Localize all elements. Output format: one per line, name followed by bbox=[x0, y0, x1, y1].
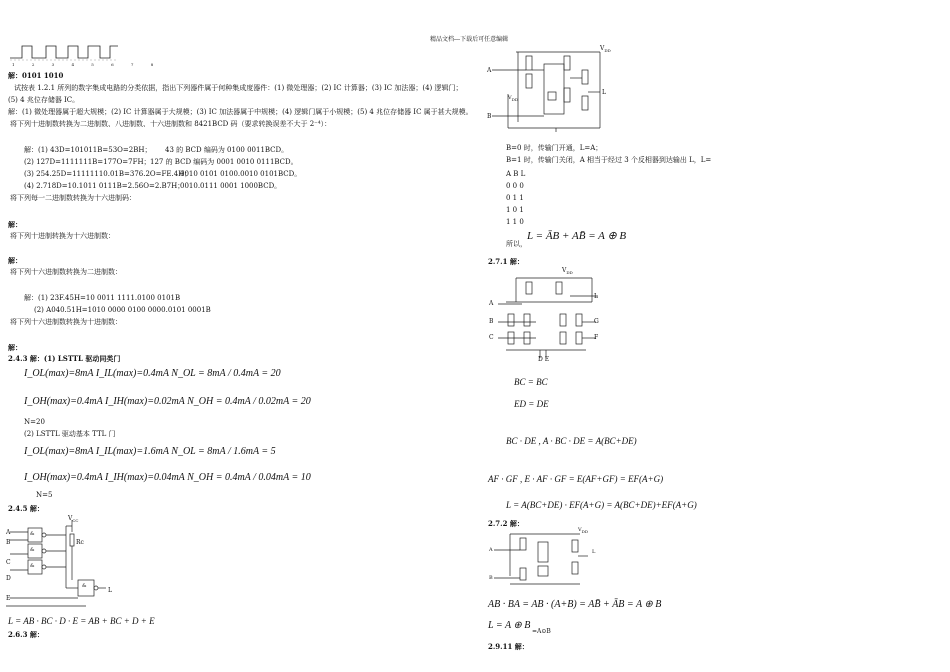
circuit-2-7-2 bbox=[492, 528, 592, 590]
c271-a: A bbox=[489, 300, 494, 307]
label-rc: Rc bbox=[76, 539, 84, 546]
jie-1: 解： bbox=[8, 220, 22, 229]
c271-g: G bbox=[594, 318, 599, 325]
gate-label-2: & bbox=[30, 547, 35, 553]
circuit-2-7-1 bbox=[496, 268, 606, 368]
equation-l-2-4-5: L = AB · BC · D · E = AB + BC + D + E bbox=[8, 616, 155, 626]
section-2-7-2: 2.7.2 解： bbox=[488, 519, 524, 528]
equation-2-7-2-xnor: =A⊙B bbox=[532, 628, 551, 635]
result-4-bcd: 0010.0111 0001 1000BCD。 bbox=[180, 182, 282, 190]
result-3-bcd: 0010 0101 0100.0010 0101BCD。 bbox=[180, 170, 302, 178]
cmos-input-a: A bbox=[487, 67, 492, 74]
label-vdd-2: $V_{DD}$ bbox=[508, 95, 519, 102]
c271-b: B bbox=[489, 318, 494, 325]
result-5: 解：(1) 23F.45H=10 0011 1111.0100 0101B bbox=[24, 294, 181, 302]
equation-a-bcde: BC · DE , A · BC · DE = A(BC+DE) bbox=[506, 436, 637, 446]
fanout-5: N=5 bbox=[36, 491, 53, 499]
page-header: 精品文档---下载后可任意编辑 bbox=[430, 36, 509, 43]
result-2: (2) 127D=1111111B=177O=7FH； bbox=[24, 158, 151, 166]
equation-ed: ED = DE bbox=[514, 399, 549, 409]
section-2-9-11: 2.9.11 解： bbox=[488, 642, 529, 651]
section-2-4-3-b: (2) LSTTL 驱动基本 TTL 门 bbox=[24, 430, 116, 438]
question-ic: 试按表 1.2.1 所列的数字集成电路的分类依据，指出下列器件属于何种集成度器件：(1) 微处理器；(2) IC 计算器；(3) IC 加法器；(4) 逻辑门； bbox=[14, 84, 463, 92]
cmos-circuit-top bbox=[488, 44, 608, 134]
input-a: A bbox=[6, 529, 11, 536]
equation-bc: BC = BC bbox=[514, 377, 548, 387]
result-1: 解：(1) 43D=101011B=53O=2BH； bbox=[24, 146, 152, 154]
result-2-bcd: 127 的 BCD 编码为 0001 0010 0111BCD。 bbox=[150, 158, 298, 166]
c272-b: B bbox=[489, 575, 493, 581]
text-so: 所以， bbox=[506, 240, 527, 248]
label-vdd-1: $V_{DD}$ bbox=[600, 45, 611, 54]
output-l: L bbox=[108, 587, 112, 594]
result-6: (2) A040.51H=1010 0000 0100 0000.0101 0001B bbox=[34, 306, 211, 314]
label-vdd-4: $V_{DD}$ bbox=[578, 527, 589, 534]
truth-table-row-2: 0 1 1 bbox=[506, 194, 524, 202]
equation-2-7-2-l: L = A ⊕ B bbox=[488, 620, 531, 631]
question-bin-hex: 将下列每一二进制数转换为十六进制码： bbox=[10, 194, 136, 202]
section-2-6-3: 2.6.3 解： bbox=[8, 630, 44, 639]
equation-l-final: L = A(BC+DE) · EF(A+G) = A(BC+DE)+EF(A+G) bbox=[506, 500, 697, 510]
question-hex-bin: 将下列十六进制数转换为二进制数： bbox=[10, 268, 122, 276]
c271-f: F bbox=[594, 334, 599, 341]
result-3: (3) 254.25D=11111110.01B=376.2O=FE.4H； bbox=[24, 170, 192, 178]
gate-label-4: & bbox=[82, 583, 87, 589]
equation-ioh-2: I_OH(max)=0.4mA I_IH(max)=0.04mA N_OH = 0.4mA / 0.04mA = 10 bbox=[24, 472, 311, 483]
gate-label-1: & bbox=[30, 531, 35, 537]
question-ic-cont: (5) 4 兆位存储器 IC。 bbox=[8, 96, 80, 104]
label-vdd-3: $V_{DD}$ bbox=[562, 267, 573, 276]
equation-ioh-1: I_OH(max)=0.4mA I_IH(max)=0.02mA N_OH = 0.4mA / 0.02mA = 20 bbox=[24, 396, 311, 407]
answer-ic: 解：(1) 微处理器属于超大规模；(2) IC 计算器属于大规模；(3) IC 加法器属于中规模；(4) 逻辑门属于小规模；(5) 4 兆位存储器 IC 属于甚大规模。 bbox=[8, 108, 473, 116]
text-b0: B=0 时，传输门开通，L=A； bbox=[506, 144, 603, 152]
section-2-4-5: 2.4.5 解： bbox=[8, 504, 44, 513]
truth-table-row-4: 1 1 0 bbox=[506, 218, 524, 226]
gate-label-3: & bbox=[30, 563, 35, 569]
answer-1: 解：0101 1010 bbox=[8, 71, 64, 80]
waveform-ticks: 1 2 3 4 5 6 7 8 bbox=[12, 62, 162, 67]
input-e: E bbox=[6, 595, 11, 602]
c271-l: L bbox=[594, 293, 598, 300]
c272-l: L bbox=[592, 549, 596, 555]
truth-table-header: A B L bbox=[506, 170, 526, 178]
truth-table-row-1: 0 0 0 bbox=[506, 182, 524, 190]
result-4: (4) 2.718D=10.1011 0111B=2.56O=2.B7H； bbox=[24, 182, 185, 190]
c272-a: A bbox=[489, 547, 493, 553]
equation-xor: L = ĀB + AB̄ = A ⊕ B bbox=[527, 230, 627, 242]
input-c: C bbox=[6, 559, 11, 566]
jie-2: 解： bbox=[8, 256, 22, 265]
jie-3: 解： bbox=[8, 343, 22, 352]
section-2-4-3: 2.4.3 解：(1) LSTTL 驱动同类门 bbox=[8, 354, 121, 363]
input-b: B bbox=[6, 539, 11, 546]
input-d: D bbox=[6, 575, 11, 582]
cmos-output-l: L bbox=[602, 89, 606, 96]
c271-de: D E bbox=[538, 356, 550, 363]
equation-2-7-2: AB · BA = AB · (A+B) = AB̄ + ĀB = A ⊕ B bbox=[488, 599, 662, 610]
cmos-input-b: B bbox=[487, 113, 492, 120]
section-2-7-1: 2.7.1 解： bbox=[488, 257, 524, 266]
question-hex-dec: 将下列十六进制数转换为十进制数： bbox=[10, 318, 122, 326]
c271-c: C bbox=[489, 334, 494, 341]
question-dec-hex: 将下列十进制转换为十六进制数： bbox=[10, 232, 115, 240]
question-convert: 将下列十进制数转换为二进制数、八进制数、十六进制数和 8421BCD 码（要求转换误差不大于 2⁻⁴）： bbox=[10, 120, 332, 128]
label-vcc: $V_{CC}$ bbox=[68, 515, 79, 524]
fanout-20: N=20 bbox=[24, 418, 45, 426]
equation-e-afgf: AF · GF , E · AF · GF = E(AF+GF) = EF(A+G) bbox=[488, 474, 664, 484]
truth-table-row-3: 1 0 1 bbox=[506, 206, 524, 214]
text-b1: B=1 时，传输门关闭，A 相当于经过 3 个反相器到达输出 L，L= bbox=[506, 156, 712, 164]
result-1-bcd: 43 的 BCD 编码为 0100 0011BCD。 bbox=[165, 146, 289, 154]
equation-iol-2: I_OL(max)=8mA I_IL(max)=1.6mA N_OL = 8mA / 1.6mA = 5 bbox=[24, 446, 276, 457]
equation-iol-1: I_OL(max)=8mA I_IL(max)=0.4mA N_OL = 8mA / 0.4mA = 20 bbox=[24, 368, 281, 379]
